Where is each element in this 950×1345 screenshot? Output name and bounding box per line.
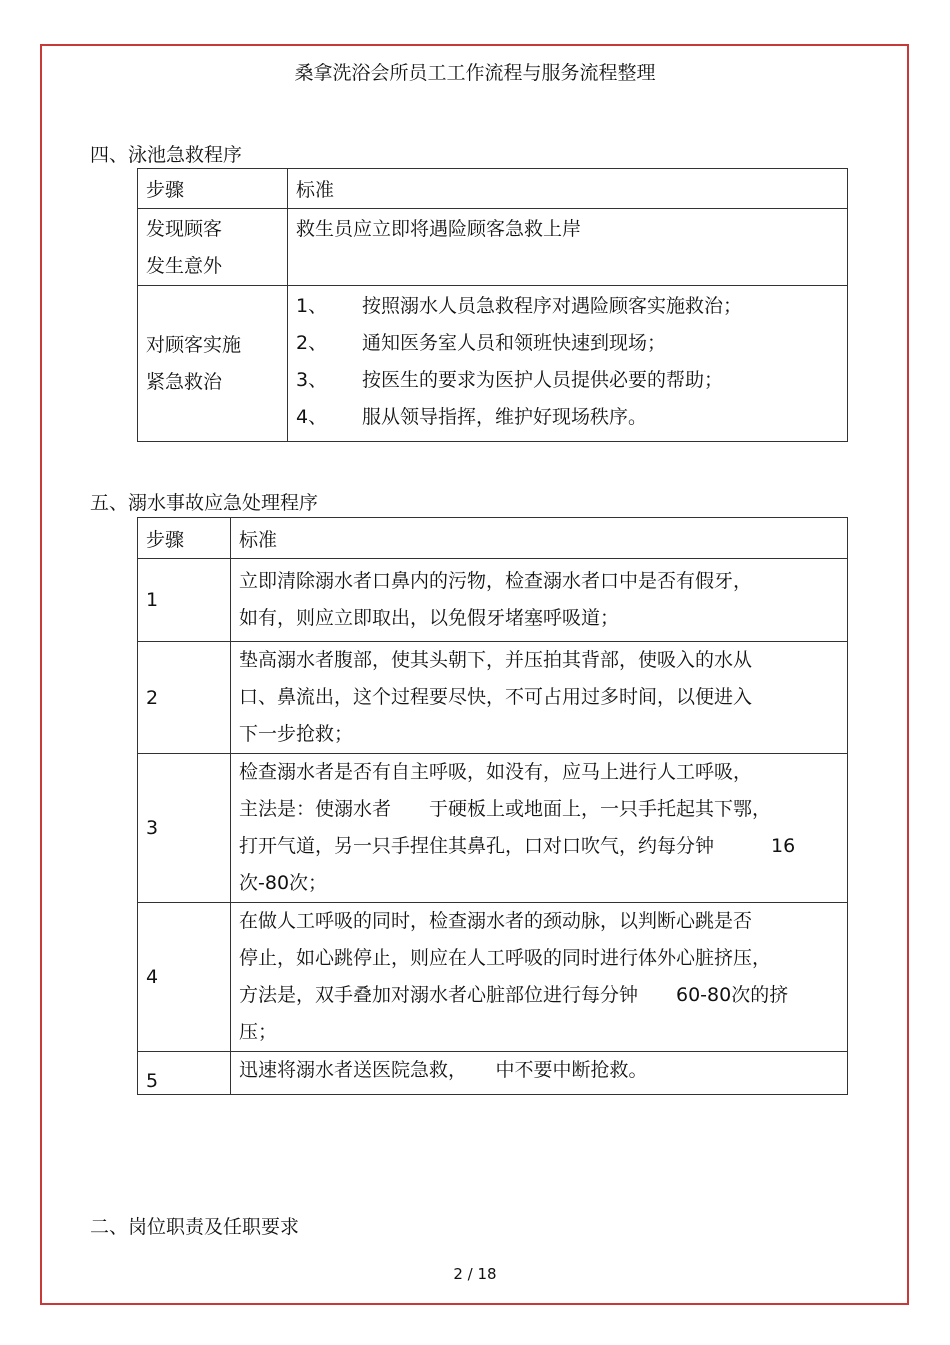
standard-cell <box>231 903 848 1052</box>
header-standard: 标准 <box>288 169 848 209</box>
step-line: 发生意外 <box>146 255 223 277</box>
header-step: 步骤 <box>138 518 231 559</box>
section-heading-pool-first-aid: 四、泳池急救程序 <box>90 144 243 166</box>
pool-first-aid-table <box>137 168 848 442</box>
table-row <box>138 559 848 642</box>
table-row <box>138 209 848 286</box>
standard-line: 如有，则应立即取出，以免假牙堵塞呼吸道； <box>239 607 620 629</box>
item-text: 通知医务室人员和领班快速到现场； <box>362 332 667 354</box>
list-item <box>296 362 839 399</box>
step-line: 发现顾客 <box>146 218 223 240</box>
item-number: 4、 <box>296 406 328 428</box>
standard-line: 在做人工呼吸的同时，检查溺水者的颈动脉，以判断心跳是否 <box>239 910 753 932</box>
page-number: 2 / 18 <box>453 1265 497 1283</box>
item-number: 1、 <box>296 295 328 317</box>
step-number: 1 <box>138 559 231 642</box>
standard-cell <box>231 754 848 903</box>
step-number: 5 <box>138 1052 231 1095</box>
standard-line: 停止，如心跳停止，则应在人工呼吸的同时进行体外心脏挤压， <box>239 947 772 969</box>
table-row <box>138 286 848 442</box>
table-row <box>138 903 848 1052</box>
step-line: 紧急救治 <box>146 370 223 393</box>
document-title: 桑拿洗浴会所员工工作流程与服务流程整理 <box>294 62 656 84</box>
section-heading-drowning-emergency: 五、溺水事故应急处理程序 <box>90 492 319 514</box>
standard-line: 检查溺水者是否有自主呼吸，如没有，应马上进行人工呼吸， <box>239 761 753 783</box>
standard-line: 下一步抢救； <box>239 723 354 745</box>
item-number: 2、 <box>296 332 328 354</box>
standard-line: 迅速将溺水者送医院急救， 中不要中断抢救。 <box>239 1059 648 1081</box>
item-text: 服从领导指挥，维护好现场秩序。 <box>362 406 648 428</box>
step-cell <box>138 286 288 442</box>
section-heading-job-duties: 二、岗位职责及任职要求 <box>90 1216 300 1238</box>
list-item <box>296 288 839 325</box>
step-number: 4 <box>138 903 231 1052</box>
standard-cell <box>231 1052 848 1095</box>
table-header-row <box>138 169 848 209</box>
standard-cell <box>231 559 848 642</box>
standard-line: 压； <box>239 1021 278 1043</box>
standard-line: 次-80次； <box>239 872 328 894</box>
standard-line: 垫高溺水者腹部，使其头朝下，并压拍其背部，使吸入的水从 <box>239 649 753 671</box>
step-number: 2 <box>138 642 231 754</box>
standard-cell <box>288 286 848 442</box>
table-header-row <box>138 518 848 559</box>
list-item <box>296 399 839 436</box>
standard-line: 主法是：使溺水者 于硬板上或地面上，一只手托起其下鄂， <box>239 798 772 820</box>
header-step: 步骤 <box>138 169 288 209</box>
list-item <box>296 325 839 362</box>
standard-line: 打开气道，另一只手捏住其鼻孔，口对口吹气，约每分钟 16 <box>239 835 796 857</box>
standard-cell <box>288 209 848 286</box>
table-row <box>138 754 848 903</box>
step-number: 3 <box>138 754 231 903</box>
drowning-emergency-table <box>137 517 848 1095</box>
item-text: 按照溺水人员急救程序对遇险顾客实施救治； <box>362 295 743 317</box>
table-row <box>138 1052 848 1095</box>
standard-line: 方法是，双手叠加对溺水者心脏部位进行每分钟 60-80次的挤 <box>239 984 789 1006</box>
step-cell <box>138 209 288 286</box>
step-line: 对顾客实施 <box>146 333 242 356</box>
standard-line: 口、鼻流出，这个过程要尽快，不可占用过多时间，以便进入 <box>239 686 753 708</box>
standard-text: 救生员应立即将遇险顾客急救上岸 <box>296 218 582 240</box>
table-row <box>138 642 848 754</box>
item-text: 按医生的要求为医护人员提供必要的帮助； <box>362 369 724 391</box>
standard-line: 立即清除溺水者口鼻内的污物，检查溺水者口中是否有假牙， <box>239 570 753 592</box>
standard-cell <box>231 642 848 754</box>
item-number: 3、 <box>296 369 328 391</box>
header-standard: 标准 <box>231 518 848 559</box>
